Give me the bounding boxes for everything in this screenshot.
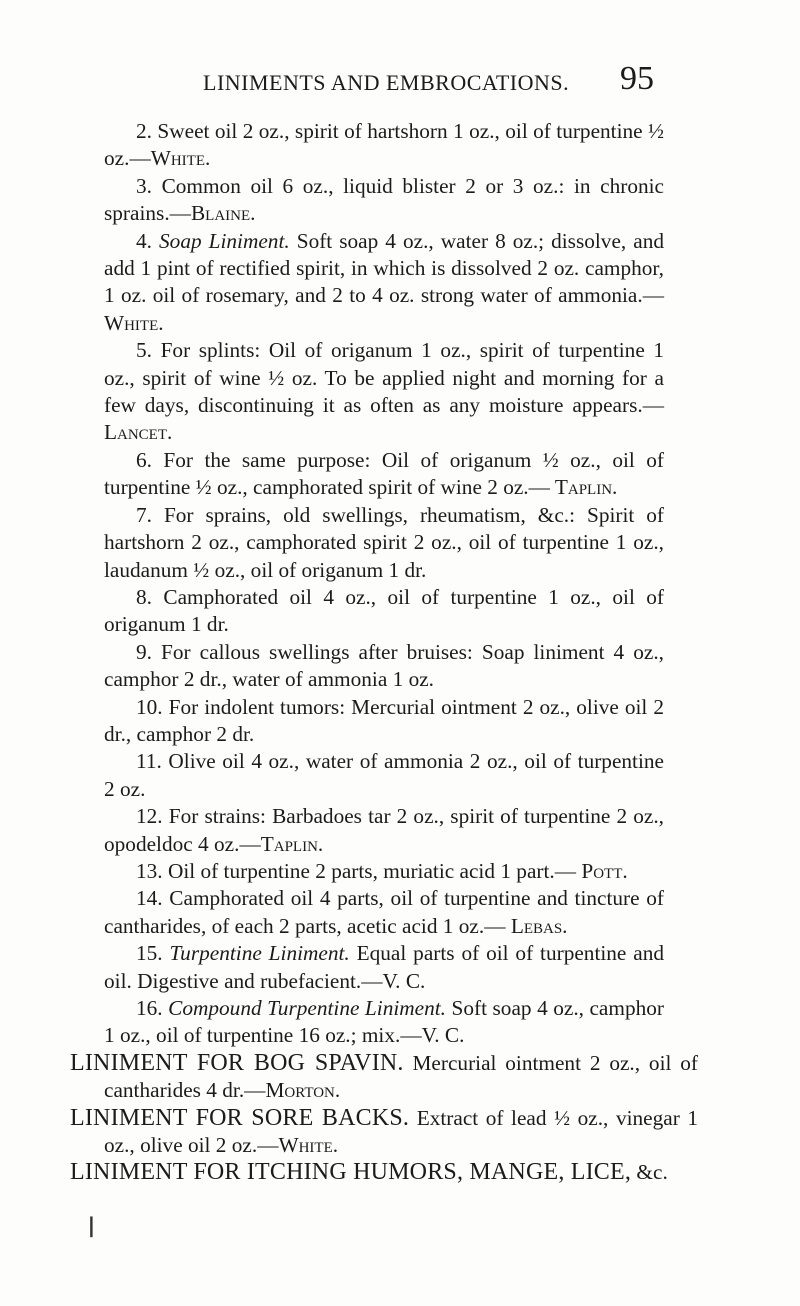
entry-15 [104,940,664,995]
page-body [70,118,699,1187]
entry-text: For splints: Oil of origanum 1 oz., spirit of turpentine 1 oz., spirit of wine ½ oz. To be applied night and morning for a few days, discontinuing it as often as any moisture appears. [104,338,664,418]
section-author: —White. [257,1133,339,1158]
entry-number: 3. [136,173,152,198]
entry-number: 2. [136,119,152,143]
entry-3 [104,173,664,228]
section-text: Extract of lead ½ oz., vinegar 1 oz., olive oil 2 oz. [104,1105,699,1158]
entry-number: 16. [136,996,163,1020]
entry-text: For sprains, old swellings, rheumatism, &c.: Spirit of hartshorn 2 oz., camphorated spirit 2 oz., oil of turpentine 1 oz., laudanum ½ oz., oil of origanum 1 dr. [104,502,664,582]
running-title: LINIMENTS AND EMBROCATIONS. [203,70,570,95]
section-bog-spavin [70,1050,698,1105]
entry-text: Olive oil 4 oz., water of ammonia 2 oz., oil of turpentine 2 oz. [104,749,664,801]
entry-5 [104,337,664,447]
entry-14 [104,885,664,940]
entry-text: For the same purpose: Oil of origanum ½ oz., oil of turpentine ½ oz., camphorated spirit of wine 2 oz. [104,447,664,500]
section-heading: LINIMENT FOR ITCHING HUMORS, MANGE, LICE, [70,1159,632,1186]
section-itching-humors [70,1159,698,1186]
entry-text: For callous swellings after bruises: Soap liniment 4 oz., camphor 2 dr., water of ammonia 1 oz. [104,639,664,692]
entry-author: — Pott. [554,858,628,883]
entry-number: 13. [136,858,163,883]
entry-10 [104,694,664,749]
entry-text: Equal parts of oil of turpentine and oil. Digestive and rubefacient. [104,941,665,993]
entry-text: For indolent tumors: Mercurial ointment 2 oz., olive oil 2 dr., camphor 2 dr. [104,694,664,746]
entry-text: Sweet oil 2 oz., spirit of hartshorn 1 oz., oil of turpentine ½ oz. [104,119,664,171]
section-author: —Morton. [244,1078,341,1103]
section-heading: LINIMENT FOR BOG SPAVIN. [70,1049,404,1076]
entry-number: 5. [136,338,152,363]
entry-number: 7. [136,502,152,527]
entry-number: 4. [136,228,152,253]
entry-6 [104,447,664,502]
entry-text: For strains: Barbadoes tar 2 oz., spirit of turpentine 2 oz., opodeldoc 4 oz. [104,804,665,856]
entry-number: 11. [136,749,162,774]
entry-number: 6. [136,447,152,472]
entry-number: 10. [136,694,163,719]
entry-number: 15. [136,941,163,966]
entry-author: —V. C. [400,1023,465,1048]
entry-2 [104,118,664,173]
entry-16 [104,995,664,1050]
section-sore-backs [70,1105,698,1160]
entry-text: Soft soap 4 oz., camphor 1 oz., oil of turpentine 16 oz.; mix. [104,996,664,1048]
entry-author: —White. [129,146,211,171]
section-heading: LINIMENT FOR SORE BACKS. [70,1104,410,1131]
entry-author: —Taplin. [239,831,324,856]
entry-12 [104,803,664,858]
entry-4 [104,228,664,338]
entry-author: —Lancet. [104,393,664,445]
entry-author: — Taplin. [528,475,618,500]
entry-title: Turpentine Liniment. [169,941,350,966]
entry-text: Soft soap 4 oz., water 8 oz.; dissolve, and add 1 pint of rectified spirit, in which is dissolved 2 oz. camphor, 1 oz. oil of rosemary, and 2 to 4 oz. strong water of ammonia. [104,228,665,308]
entry-author: — Lebas. [484,913,568,938]
section-text: Mercurial ointment 2 oz., oil of cantharides 4 dr. [104,1050,698,1103]
section-text: &c. [636,1160,668,1185]
margin-mark: ❘ [83,1215,100,1237]
entry-title: Soap Liniment. [159,228,290,253]
entry-8 [104,584,664,639]
entry-number: 9. [136,639,152,664]
page-number: 95 [620,60,654,97]
entry-11 [104,748,664,803]
entry-number: 8. [136,584,152,609]
entry-number: 12. [136,804,163,829]
entry-text: Common oil 6 oz., liquid blister 2 or 3 oz.: in chronic sprains. [104,173,664,226]
page-header [0,60,800,106]
entry-author: —White. [104,283,664,335]
entry-text: Oil of turpentine 2 parts, muriatic acid 1 part. [167,858,555,883]
entry-13 [104,858,664,885]
entry-author: —Blaine. [169,201,256,226]
entry-title: Compound Turpentine Liniment. [168,996,446,1020]
entry-author: —V. C. [361,968,426,993]
entry-9 [104,639,664,694]
entry-number: 14. [136,886,163,911]
entry-text: Camphorated oil 4 oz., oil of turpentine 1 oz., oil of origanum 1 dr. [104,584,664,637]
entry-7 [104,502,664,584]
entry-text: Camphorated oil 4 parts, oil of turpentine and tincture of cantharides, of each 2 parts, acetic acid 1 oz. [104,886,664,938]
